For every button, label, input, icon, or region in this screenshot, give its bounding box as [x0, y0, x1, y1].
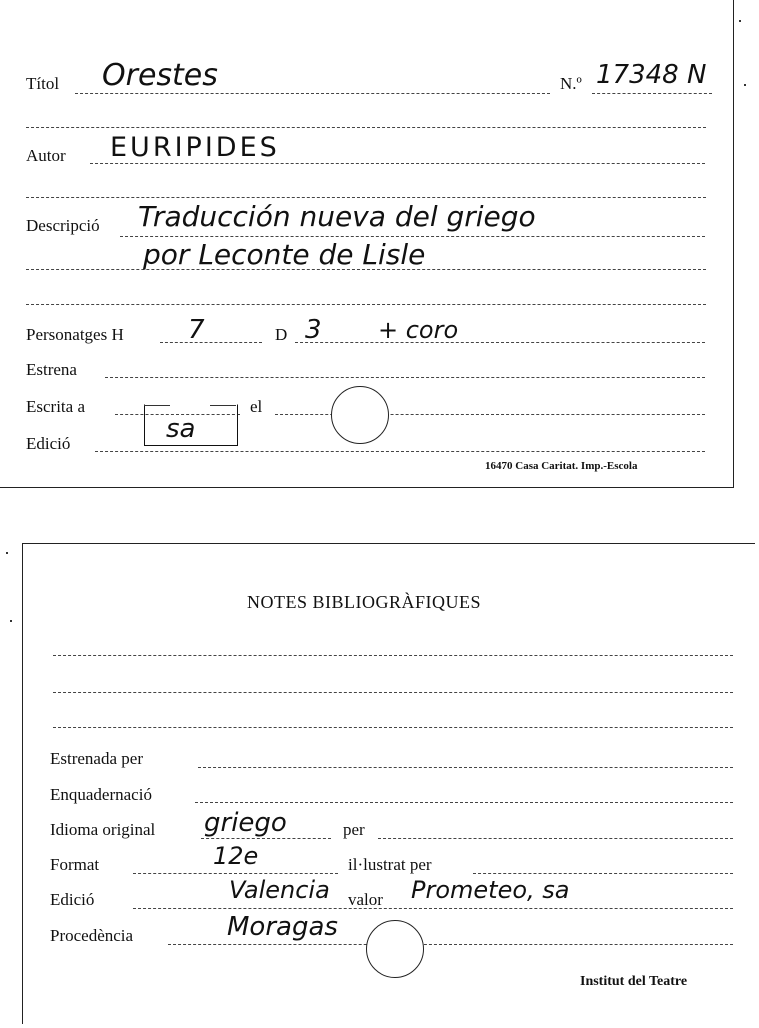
scan-speck — [739, 20, 741, 22]
edicio-value: sa — [166, 414, 196, 444]
titol-value: Orestes — [102, 58, 218, 93]
personatges-extra: + coro — [378, 316, 459, 344]
notes-line-1 — [53, 655, 733, 656]
autor-label: Autor — [26, 146, 66, 165]
catalog-card-front — [0, 0, 734, 488]
idioma-per-label: per — [343, 820, 365, 839]
escrita-el-label: el — [250, 397, 263, 416]
back-edicio-value: Valencia — [229, 876, 330, 904]
idioma-label: Idioma original — [50, 820, 156, 839]
personatges-d-label: D — [275, 325, 288, 344]
notes-line-3 — [53, 727, 733, 728]
format-line — [133, 873, 338, 874]
format-label: Format — [50, 855, 100, 874]
estrenada-label: Estrenada per — [50, 749, 143, 768]
idioma-line — [201, 838, 331, 839]
scan-speck — [744, 84, 746, 86]
scan-speck — [6, 552, 8, 554]
titol-line — [75, 93, 550, 94]
procedencia-line — [168, 944, 733, 945]
num-label: N.º — [560, 74, 582, 93]
estrena-label: Estrena — [26, 360, 77, 379]
descripcio-line-1 — [120, 236, 705, 237]
enquadernacio-line — [195, 802, 733, 803]
blank-line — [26, 197, 706, 198]
illustrat-line — [473, 873, 733, 874]
idioma-per-line — [378, 838, 733, 839]
procedencia-value: Moragas — [227, 912, 338, 942]
notes-line-2 — [53, 692, 733, 693]
titol-label: Títol — [26, 74, 60, 93]
valor-label: valor — [348, 890, 383, 909]
descripcio-label: Descripció — [26, 216, 100, 235]
institut-imprint: Institut del Teatre — [580, 974, 688, 989]
descripcio-value-1: Traducción nueva del griego — [138, 200, 536, 233]
edicio-label: Edició — [26, 434, 71, 453]
bracket-top-left — [144, 405, 170, 406]
back-edicio-label: Edició — [50, 890, 95, 909]
autor-value: EURIPIDES — [110, 132, 280, 163]
format-value: 12e — [213, 842, 259, 870]
num-line — [592, 93, 712, 94]
escrita-label: Escrita a — [26, 397, 85, 416]
edicio-line — [95, 451, 705, 452]
back-edicio-line — [133, 908, 733, 909]
num-value: 17348 N — [596, 60, 707, 90]
notes-heading: NOTES BIBLIOGRÀFIQUES — [247, 592, 482, 612]
personatges-d-line — [295, 342, 705, 343]
valor-value: Prometeo, sa — [411, 876, 570, 904]
printer-imprint: 16470 Casa Caritat. Imp.-Escola — [485, 460, 638, 472]
autor-line — [90, 163, 705, 164]
personatges-h-value: 7 — [188, 315, 205, 345]
punch-hole — [366, 920, 424, 978]
personatges-d-value: 3 — [305, 315, 322, 345]
estrenada-line — [198, 767, 733, 768]
blank-line — [26, 304, 706, 305]
idioma-value: griego — [204, 808, 287, 838]
punch-hole — [331, 386, 389, 444]
enquadernacio-label: Enquadernació — [50, 785, 152, 804]
estrena-line — [105, 377, 705, 378]
personatges-h-line — [160, 342, 262, 343]
illustrat-label: il·lustrat per — [348, 855, 432, 874]
bracket-top-right — [210, 405, 236, 406]
procedencia-label: Procedència — [50, 926, 134, 945]
descripcio-value-2: por Leconte de Lisle — [143, 238, 426, 271]
scan-speck — [10, 620, 12, 622]
personatges-h-label: Personatges H — [26, 325, 124, 344]
blank-line — [26, 127, 706, 128]
catalog-card-back — [22, 543, 755, 1024]
